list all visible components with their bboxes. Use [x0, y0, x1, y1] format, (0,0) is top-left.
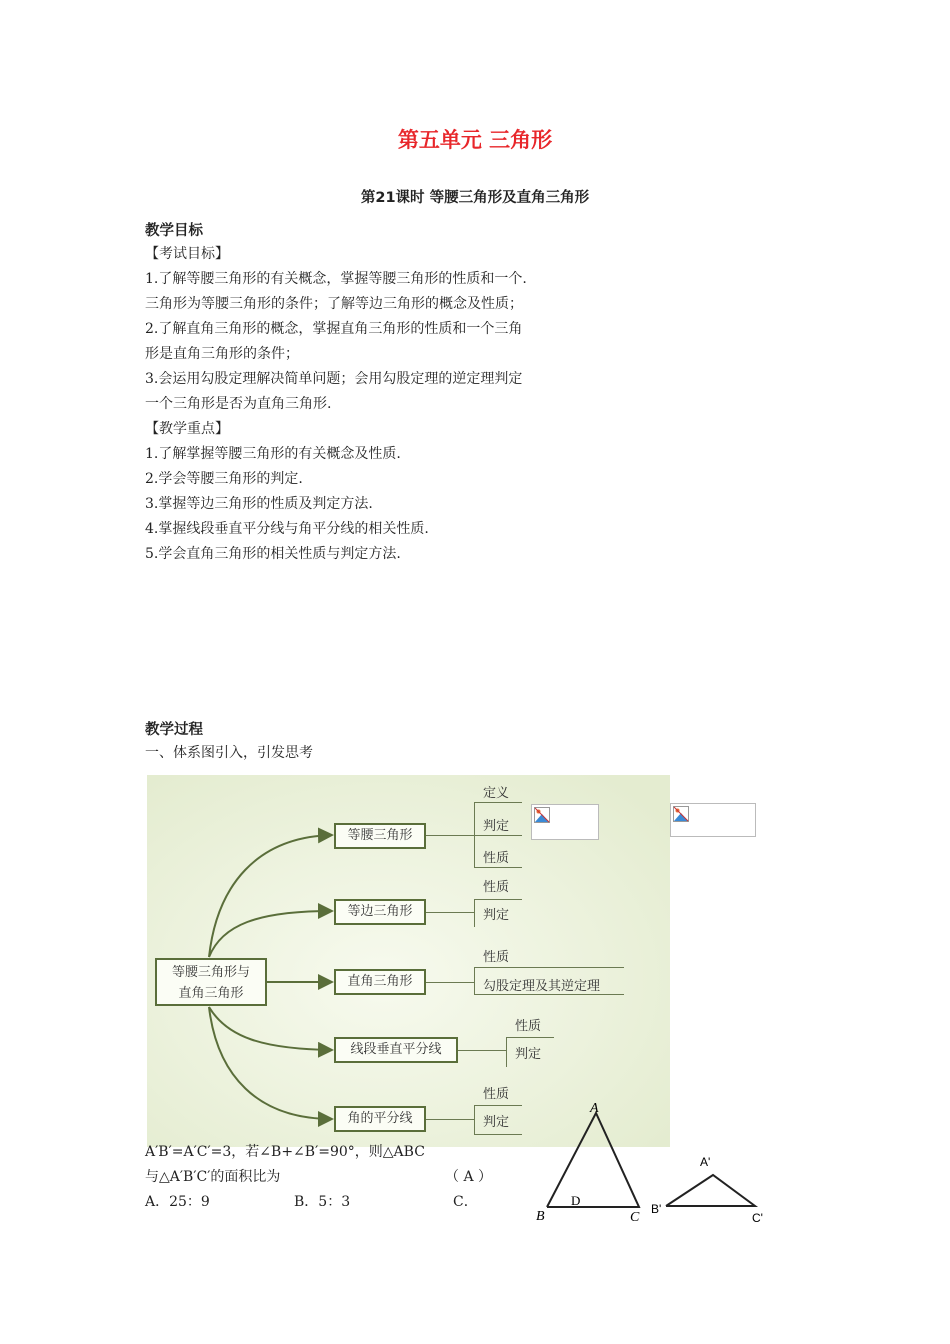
triangle-abc [547, 1113, 639, 1207]
key-points-label: 【教学重点】 [145, 421, 229, 437]
branch-equilateral: 等边三角形 [334, 899, 426, 925]
label-d: D [571, 1193, 581, 1208]
leaf-judgement: 判定 [515, 1047, 542, 1062]
option-b: B．5：3 [294, 1194, 351, 1210]
branch-isosceles: 等腰三角形 [334, 823, 426, 849]
question-line: A′B′=A′C′=3，若∠B+∠B′=90°，则△ABC [145, 1144, 425, 1160]
section-heading: 一、体系图引入，引发思考 [145, 745, 313, 761]
label-c: C [630, 1210, 640, 1225]
process-heading: 教学过程 [145, 722, 203, 738]
question-line: 与△A′B′C′的面积比为 [145, 1169, 281, 1185]
option-c: C． [453, 1194, 478, 1210]
triangle-a-prime [666, 1175, 755, 1206]
leaf-property: 性质 [515, 1019, 542, 1034]
key-point-line: 3.掌握等边三角形的性质及判定方法. [145, 496, 373, 512]
leaf-definition: 定义 [483, 786, 510, 801]
question-answer: （ A ） [445, 1169, 493, 1185]
connector [426, 1119, 474, 1120]
leaf-judgement: 判定 [483, 908, 510, 923]
branch-right-triangle: 直角三角形 [334, 969, 426, 995]
root-line: 直角三角形 [178, 986, 244, 1001]
connector [426, 982, 474, 983]
exam-goal-line: 3.会运用勾股定理解决简单问题；会用勾股定理的逆定理判定 [145, 371, 523, 387]
key-point-line: 2.学会等腰三角形的判定. [145, 471, 303, 487]
label-b-prime: B' [651, 1202, 662, 1216]
key-point-line: 5.学会直角三角形的相关性质与判定方法. [145, 546, 401, 562]
exam-goal-label: 【考试目标】 [145, 246, 229, 262]
label-c-prime: C' [752, 1211, 763, 1225]
leaf-property: 性质 [483, 851, 510, 866]
leaf-property: 性质 [483, 1087, 510, 1102]
leaf-judgement: 判定 [483, 819, 510, 834]
leaf-judgement: 判定 [483, 1115, 510, 1130]
label-b: B [536, 1209, 545, 1224]
exam-goal-line: 一个三角形是否为直角三角形. [145, 396, 332, 412]
lesson-subtitle: 第21课时 等腰三角形及直角三角形 [360, 190, 590, 206]
connector [474, 835, 522, 836]
exam-goal-line: 形是直角三角形的条件； [145, 346, 299, 362]
broken-image-icon [673, 806, 689, 822]
key-point-line: 4.掌握线段垂直平分线与角平分线的相关性质. [145, 521, 429, 537]
branch-angle-bisector: 角的平分线 [334, 1106, 426, 1132]
leaf-property: 性质 [483, 880, 510, 895]
label-a: A [590, 1101, 599, 1116]
leaf-pythagorean: 勾股定理及其逆定理 [483, 979, 601, 994]
exam-goal-line: 1.了解等腰三角形的有关概念，掌握等腰三角形的性质和一个. [145, 271, 527, 287]
root-node [155, 958, 267, 1006]
broken-image [670, 803, 756, 837]
exam-goal-line: 2.了解直角三角形的概念，掌握直角三角形的性质和一个三角 [145, 321, 523, 337]
label-a-prime: A' [700, 1155, 711, 1169]
root-line: 等腰三角形与 [171, 965, 250, 980]
objectives-heading: 教学目标 [145, 223, 203, 239]
exam-goal-line: 三角形为等腰三角形的条件；了解等边三角形的概念及性质； [145, 296, 523, 312]
leaf-property: 性质 [483, 950, 510, 965]
broken-image-icon [534, 807, 550, 823]
connector [426, 912, 474, 913]
page-title: 第五单元 三角形 [397, 128, 553, 152]
broken-image [531, 804, 599, 840]
connector [426, 835, 474, 836]
connector [458, 1050, 506, 1051]
key-point-line: 1.了解掌握等腰三角形的有关概念及性质. [145, 446, 401, 462]
triangle-figure [530, 1095, 770, 1230]
option-a: A．25：9 [145, 1194, 210, 1210]
branch-perpendicular-bisector: 线段垂直平分线 [334, 1037, 458, 1063]
